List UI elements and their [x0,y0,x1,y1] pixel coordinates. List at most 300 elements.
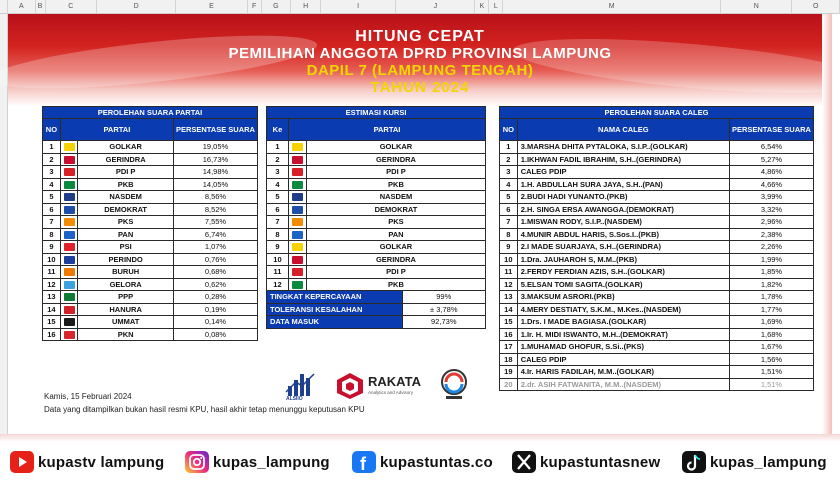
party-row-no: 14 [43,303,61,316]
party-table-title: PEROLEHAN SUARA PARTAI [43,107,258,119]
seat-col-party: PARTAI [288,119,485,141]
caleg-row-name: 4.Ir. HARIS FADILAH, M.M..(GOLKAR) [517,366,729,379]
column-a[interactable]: A [8,0,36,14]
column-c[interactable]: C [46,0,98,14]
party-logo-cell [60,291,77,304]
rakata-wordmark: RAKATA [368,374,421,389]
caleg-row [500,353,814,366]
party-row-name: UMMAT [78,316,174,329]
seat-row-party: PKB [306,278,485,291]
party-logo-icon [64,243,75,251]
party-row [43,191,258,204]
seat-row-party: NASDEM [306,191,485,204]
caleg-row [500,341,814,354]
party-logo-cell [288,216,306,229]
party-row-no: 9 [43,241,61,254]
party-row [43,278,258,291]
party-row-no: 4 [43,178,61,191]
column-d[interactable]: D [97,0,176,14]
party-logo-icon [64,256,75,264]
party-logo-icon [64,281,75,289]
quick-count-poster [8,14,832,434]
caleg-row-no: 1 [500,141,518,154]
seat-col-no: Ke [267,119,289,141]
x-handle[interactable]: kupastuntasnew [540,453,661,471]
party-logo-icon [64,318,75,326]
caleg-row-pct: 1,69% [729,316,813,329]
party-row-name: PKS [78,216,174,229]
party-logo-cell [288,253,306,266]
caleg-row-no: 6 [500,203,518,216]
party-row-no: 7 [43,216,61,229]
title-line-1: HITUNG CEPAT [355,28,485,45]
social-facebook[interactable] [352,450,493,474]
seat-stat-label: DATA MASUK [267,316,403,329]
caleg-row-no: 3 [500,166,518,179]
party-row [43,203,258,216]
seat-row-party: PKB [306,178,485,191]
party-row-name: DEMOKRAT [78,203,174,216]
seat-table-body [267,141,486,291]
party-row-pct: 0,08% [173,328,257,341]
seat-row [267,241,486,254]
party-logo-cell [60,303,77,316]
seat-stat-label: TOLERANSI KESALAHAN [267,303,403,316]
publish-date: Kamis, 15 Februari 2024 [44,392,132,401]
party-row [43,141,258,154]
party-row [43,253,258,266]
seat-row [267,178,486,191]
party-logo-cell [60,166,77,179]
seat-row-no: 10 [267,253,289,266]
party-logo-cell [60,328,77,341]
seat-row-party: PDI P [306,166,485,179]
party-row-name: BURUH [78,266,174,279]
party-row-name: PKN [78,328,174,341]
caleg-row-name: 1.MUHAMAD GHOFUR, S.Si..(PKS) [517,341,729,354]
party-logo-icon [292,143,303,151]
party-logo-cell [60,178,77,191]
party-row-no: 1 [43,141,61,154]
svg-text:f: f [360,454,366,473]
caleg-row-pct: 6,54% [729,141,813,154]
social-x[interactable] [512,450,660,474]
party-logo-icon [292,206,303,214]
party-logo-cell [60,141,77,154]
party-logo-cell [288,241,306,254]
caleg-row-name: 1.Drs. I MADE BAGIASA.(GOLKAR) [517,316,729,329]
party-logo-cell [60,241,77,254]
party-row-no: 10 [43,253,61,266]
party-logo-cell [60,278,77,291]
column-e[interactable]: E [176,0,247,14]
caleg-row-name: 2.dr. ASIH FATWANITA, M.M..(NASDEM) [517,378,729,391]
caleg-col-pct: PERSENTASE SUARA [729,119,813,141]
party-row-pct: 16,73% [173,153,257,166]
caleg-row [500,241,814,254]
caleg-row-pct: 1,82% [729,278,813,291]
seat-row-no: 12 [267,278,289,291]
poster-title-block [8,28,832,96]
social-footer [0,434,840,484]
seat-row-no: 6 [267,203,289,216]
column-h[interactable]: H [291,0,321,14]
emblem-logo [440,368,468,402]
party-table-body [43,141,258,341]
caleg-row-pct: 3,99% [729,191,813,204]
caleg-row-name: 1.H. ABDULLAH SURA JAYA, S.H..(PAN) [517,178,729,191]
seat-row-party: PAN [306,228,485,241]
caleg-row-pct: 4,66% [729,178,813,191]
party-logo-cell [288,166,306,179]
disclaimer-text: Data yang ditampilkan bukan hasil resmi KPU, hasil akhir tetap menunggu keputusan KPU [44,405,365,414]
party-row-no: 16 [43,328,61,341]
caleg-row [500,153,814,166]
party-row-no: 8 [43,228,61,241]
caleg-row-pct: 1,77% [729,303,813,316]
seat-stat-row [267,316,486,329]
caleg-row-no: 20 [500,378,518,391]
party-row-no: 6 [43,203,61,216]
caleg-row-name: 1.Dra. JAUHAROH S, M.M..(PKB) [517,253,729,266]
party-logo-icon [64,156,75,164]
caleg-table-body [500,141,814,391]
party-row [43,291,258,304]
party-row [43,228,258,241]
party-row-pct: 8,52% [173,203,257,216]
caleg-row [500,291,814,304]
party-row-pct: 1,07% [173,241,257,254]
caleg-row [500,366,814,379]
seat-row [267,266,486,279]
party-logo-icon [64,143,75,151]
caleg-row-pct: 1,85% [729,266,813,279]
rakata-logo-mark [336,372,364,400]
seat-row [267,228,486,241]
seat-row-no: 8 [267,228,289,241]
caleg-row [500,316,814,329]
party-row-name: GERINDRA [78,153,174,166]
caleg-row [500,166,814,179]
party-logo-icon [64,206,75,214]
seat-row [267,166,486,179]
tiktok-icon [682,451,706,473]
facebook-icon [352,451,376,473]
caleg-row-no: 10 [500,253,518,266]
column-m[interactable]: M [503,0,721,14]
caleg-row-no: 9 [500,241,518,254]
party-logo-icon [292,193,303,201]
seat-row-party: DEMOKRAT [306,203,485,216]
party-row [43,166,258,179]
seat-row [267,253,486,266]
caleg-row-no: 15 [500,316,518,329]
caleg-row [500,266,814,279]
caleg-row-pct: 1,99% [729,253,813,266]
candidate-votes-table [499,106,814,391]
caleg-row-name: 2.FERDY FERDIAN AZIS, S.H..(GOLKAR) [517,266,729,279]
sponsor-logos [284,366,464,406]
seat-row-no: 4 [267,178,289,191]
caleg-row [500,328,814,341]
party-row-pct: 0,62% [173,278,257,291]
party-logo-icon [292,156,303,164]
party-logo-icon [292,281,303,289]
seat-stat-value: 92,73% [402,316,485,329]
party-row-name: PKB [78,178,174,191]
party-logo-icon [64,331,75,339]
caleg-row-no: 5 [500,191,518,204]
seat-row-party: GOLKAR [306,241,485,254]
party-logo-cell [60,316,77,329]
party-row-name: PERINDO [78,253,174,266]
column-o[interactable]: O [792,0,840,14]
party-row-pct: 0,28% [173,291,257,304]
party-row-no: 11 [43,266,61,279]
seat-row-no: 3 [267,166,289,179]
seat-row-party: GOLKAR [306,141,485,154]
seat-row-party: PDI P [306,266,485,279]
party-logo-cell [288,153,306,166]
party-logo-icon [292,268,303,276]
party-logo-cell [288,141,306,154]
party-row-pct: 19,05% [173,141,257,154]
seat-row [267,203,486,216]
column-l[interactable]: L [489,0,503,14]
seat-row [267,141,486,154]
party-logo-cell [60,203,77,216]
party-row-pct: 14,05% [173,178,257,191]
party-row-pct: 0,19% [173,303,257,316]
party-row [43,316,258,329]
party-logo-icon [64,181,75,189]
seat-stat-value: ± 3,78% [402,303,485,316]
caleg-row-pct: 2,96% [729,216,813,229]
caleg-row-pct: 5,27% [729,153,813,166]
caleg-row-name: CALEG PDIP [517,166,729,179]
party-row-pct: 8,56% [173,191,257,204]
caleg-row-no: 7 [500,216,518,229]
social-tiktok[interactable] [682,450,827,474]
party-row-name: GELORA [78,278,174,291]
party-logo-cell [60,153,77,166]
party-row-pct: 0,68% [173,266,257,279]
party-col-party: PARTAI [60,119,173,141]
caleg-row-pct: 1,67% [729,341,813,354]
facebook-handle[interactable]: kupastuntas.co [380,453,493,471]
column-i[interactable]: I [321,0,396,14]
party-row-pct: 7,55% [173,216,257,229]
caleg-row-no: 14 [500,303,518,316]
seat-row [267,191,486,204]
caleg-row-no: 8 [500,228,518,241]
x-icon [512,451,536,473]
party-logo-icon [292,168,303,176]
party-row-pct: 6,74% [173,228,257,241]
instagram-handle[interactable]: kupas_lampung [213,453,330,471]
tiktok-handle[interactable]: kupas_lampung [710,453,827,471]
caleg-row-no: 4 [500,178,518,191]
seat-stats-body [267,291,486,329]
seat-row-no: 11 [267,266,289,279]
caleg-row [500,253,814,266]
party-logo-cell [60,216,77,229]
alsiio-label: ALSIIO [286,396,303,402]
footer-wave [0,434,840,442]
caleg-row-name: 1.Ir. H. MIDI ISWANTO, M.H..(DEMOKRAT) [517,328,729,341]
seat-row [267,278,486,291]
column-k[interactable]: K [475,0,489,14]
caleg-row-name: 4.MERY DESTIATY, S.K.M., M.Kes..(NASDEM) [517,303,729,316]
rakata-tagline: Analytics and Advisory [368,390,414,395]
caleg-row-no: 11 [500,266,518,279]
caleg-table-title: PEROLEHAN SUARA CALEG [500,107,814,119]
seat-row-no: 2 [267,153,289,166]
seat-row-no: 5 [267,191,289,204]
corner-cell[interactable] [0,0,8,14]
party-row [43,178,258,191]
column-j[interactable]: J [396,0,475,14]
caleg-row-pct: 1,51% [729,366,813,379]
party-logo-cell [288,228,306,241]
caleg-row-name: CALEG PDIP [517,353,729,366]
party-col-no: NO [43,119,61,141]
party-row-name: PDI P [78,166,174,179]
party-row-no: 13 [43,291,61,304]
caleg-row-pct: 1,68% [729,328,813,341]
caleg-row-name: 2.H. SINGA ERSA AWANGGA.(DEMOKRAT) [517,203,729,216]
party-logo-icon [292,181,303,189]
party-row-no: 15 [43,316,61,329]
party-logo-cell [288,203,306,216]
caleg-row [500,303,814,316]
caleg-row-name: 3.MARSHA DHITA PYTALOKA, S.I.P..(GOLKAR) [517,141,729,154]
party-logo-cell [60,228,77,241]
party-row-name: PSI [78,241,174,254]
youtube-handle[interactable]: kupastv lampung [38,453,165,471]
party-logo-icon [64,306,75,314]
seat-stat-row [267,291,486,304]
caleg-row [500,228,814,241]
seat-row-party: PKS [306,216,485,229]
column-f[interactable]: F [248,0,262,14]
seat-stat-row [267,303,486,316]
caleg-row [500,378,814,391]
caleg-row [500,141,814,154]
title-line-4: TAHUN 2024 [370,79,470,96]
column-g[interactable]: G [262,0,292,14]
party-logo-icon [64,231,75,239]
party-logo-icon [64,268,75,276]
party-row-pct: 14,98% [173,166,257,179]
party-votes-table [42,106,258,341]
caleg-row-pct: 2,38% [729,228,813,241]
party-logo-cell [60,191,77,204]
caleg-row-no: 16 [500,328,518,341]
party-row-name: NASDEM [78,191,174,204]
party-row-pct: 0,76% [173,253,257,266]
caleg-row [500,203,814,216]
caleg-row-pct: 1,51% [729,378,813,391]
party-row-pct: 0,14% [173,316,257,329]
party-logo-icon [64,193,75,201]
caleg-row-no: 13 [500,291,518,304]
party-row-no: 2 [43,153,61,166]
party-row-name: HANURA [78,303,174,316]
social-youtube[interactable] [10,450,164,474]
spreadsheet-column-header [0,0,840,14]
party-row [43,266,258,279]
party-row-no: 12 [43,278,61,291]
party-logo-cell [288,191,306,204]
seat-stat-label: TINGKAT KEPERCAYAAN [267,291,403,304]
party-logo-icon [292,256,303,264]
seat-row [267,216,486,229]
caleg-row [500,278,814,291]
party-row-name: PPP [78,291,174,304]
party-logo-icon [292,243,303,251]
party-logo-icon [64,168,75,176]
youtube-icon [10,451,34,473]
party-row [43,328,258,341]
seat-estimate-table [266,106,486,329]
party-row-no: 3 [43,166,61,179]
party-row [43,303,258,316]
title-line-2: PEMILIHAN ANGGOTA DPRD PROVINSI LAMPUNG [228,45,612,62]
seat-row-party: GERINDRA [306,153,485,166]
caleg-row-name: 1.IKHWAN FADIL IBRAHIM, S.H..(GERINDRA) [517,153,729,166]
caleg-row-pct: 3,32% [729,203,813,216]
title-line-3: DAPIL 7 (LAMPUNG TENGAH) [306,62,534,79]
caleg-row-pct: 1,56% [729,353,813,366]
seat-row-party: GERINDRA [306,253,485,266]
caleg-row-no: 12 [500,278,518,291]
party-logo-icon [64,218,75,226]
party-logo-cell [288,266,306,279]
seat-row-no: 9 [267,241,289,254]
caleg-row-name: 1.MISWAN RODY, S.I.P..(NASDEM) [517,216,729,229]
party-logo-cell [60,253,77,266]
party-row-name: PAN [78,228,174,241]
instagram-icon [185,451,209,473]
caleg-row-name: 2.BUDI HADI YUNANTO.(PKB) [517,191,729,204]
caleg-col-no: NO [500,119,518,141]
caleg-row-pct: 2,26% [729,241,813,254]
seat-row [267,153,486,166]
caleg-row-no: 19 [500,366,518,379]
party-logo-icon [292,231,303,239]
caleg-row-no: 2 [500,153,518,166]
party-logo-icon [64,293,75,301]
caleg-row-name: 3.MAKSUM ASRORI.(PKB) [517,291,729,304]
party-row-name: GOLKAR [78,141,174,154]
column-b[interactable]: B [36,0,46,14]
party-logo-cell [288,178,306,191]
caleg-row-pct: 4,86% [729,166,813,179]
caleg-row-name: 5.ELSAN TOMI SAGITA.(GOLKAR) [517,278,729,291]
party-row [43,216,258,229]
seat-row-no: 1 [267,141,289,154]
party-col-pct: PERSENTASE SUARA [173,119,257,141]
party-row [43,241,258,254]
column-n[interactable]: N [721,0,792,14]
social-instagram[interactable] [185,450,330,474]
caleg-row-name: 2.I MADE SUARJAYA, S.H..(GERINDRA) [517,241,729,254]
caleg-row-no: 18 [500,353,518,366]
caleg-row [500,191,814,204]
party-logo-cell [60,266,77,279]
caleg-row-name: 4.MUNIR ABDUL HARIS, S.Sos.I..(PKB) [517,228,729,241]
